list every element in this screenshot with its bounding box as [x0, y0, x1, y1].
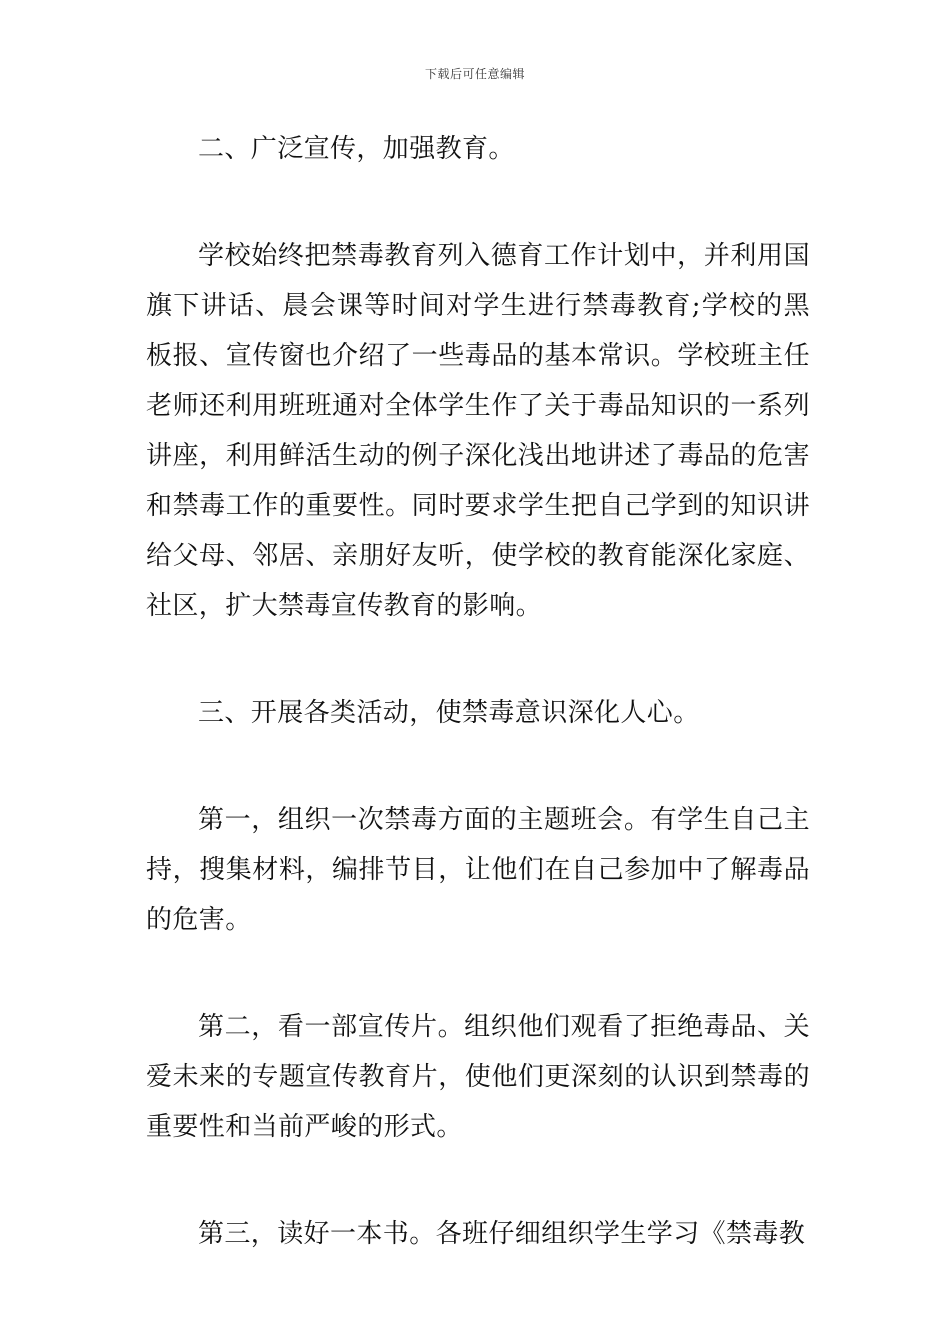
section-heading-activities: 三、开展各类活动，使禁毒意识深化人心。	[198, 698, 700, 728]
paragraph-school-education: 学校始终把禁毒教育列入德育工作计划中，并利用国旗下讲话、晨会课等时间对学生进行禁毒教育;学校的黑板报、宣传窗也介绍了一些毒品的基本常识。学校班主任老师还利用班班通对全体学生作了关于毒品知识的一系列讲座，利用鲜活生动的例子深化浅出地讲述了毒品的危害和禁毒工作的重要性。同时要求学生把自己学到的知识讲给父母、邻居、亲朋好友听，使学校的教育能深化家庭、社区，扩大禁毒宣传教育的影响。	[146, 241, 810, 621]
document-body	[146, 124, 810, 1316]
section-heading-publicity: 二、广泛宣传，加强教育。	[198, 134, 515, 164]
page-header: 下载后可任意编辑	[424, 67, 525, 81]
paragraph-promo-film: 第二，看一部宣传片。组织他们观看了拒绝毒品、关爱未来的专题宣传教育片，使他们更深刻的认识到禁毒的重要性和当前严峻的形式。	[146, 1012, 810, 1142]
paragraph-class-meeting: 第一，组织一次禁毒方面的主题班会。有学生自己主持，搜集材料，编排节目，让他们在自己参加中了解毒品的危害。	[146, 805, 810, 935]
paragraph-read-book: 第三，读好一本书。各班仔细组织学生学习《禁毒教	[198, 1219, 806, 1249]
